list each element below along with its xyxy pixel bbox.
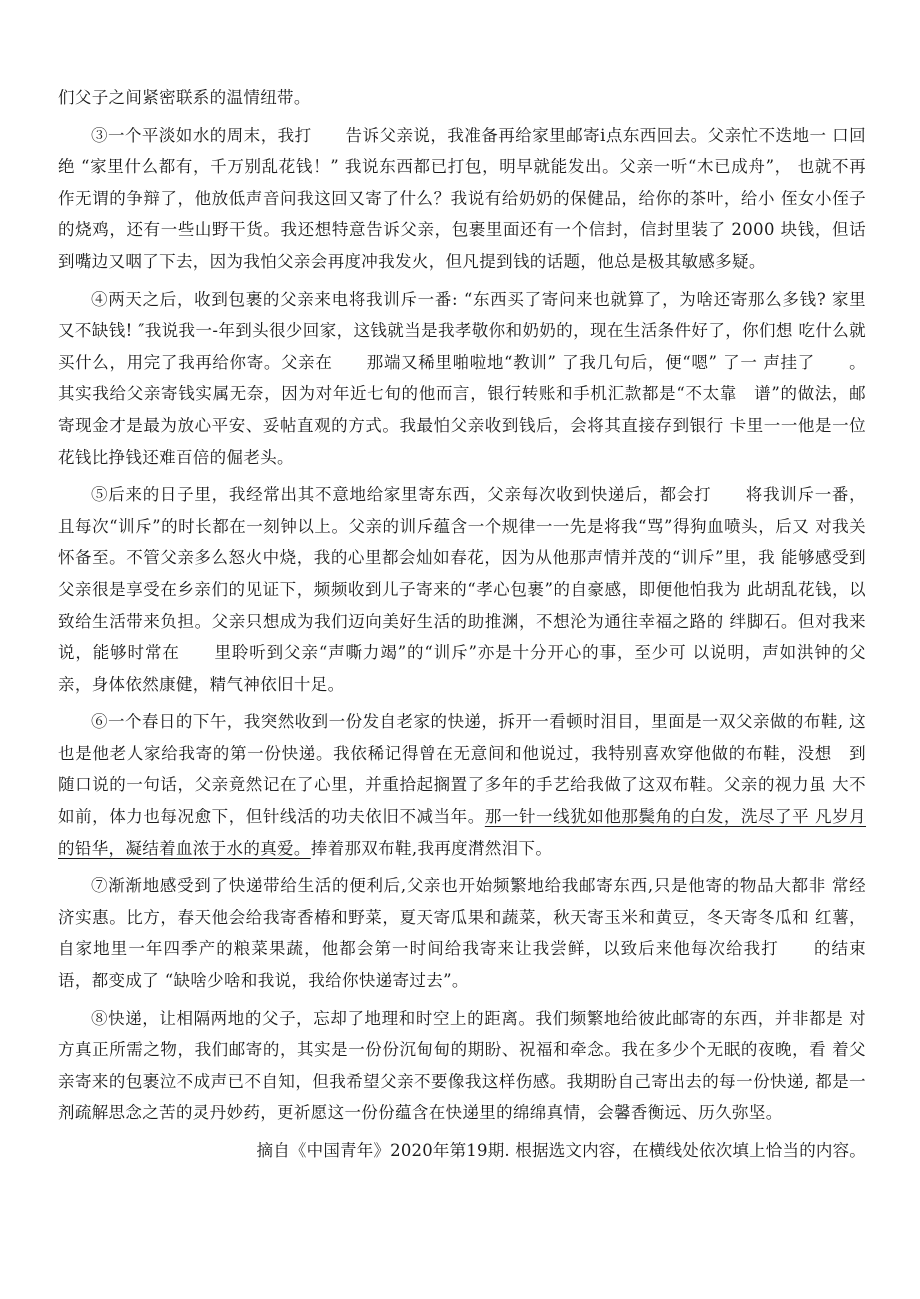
paragraph-5: ⑤后来的日子里，我经常出其不意地给家里寄东西，父亲每次收到快递后，都会打 将我训斥一番， 且每次“训斥”的时长都在一刻钟以上。父亲的训斥蕴含一个规律一一先是将我“骂”得狗血喷头，后又 对我关怀备至。不管父亲多么怒火中烧，我的心里都会灿如春花，因为从他那声情并茂的“训斥”里，我 能够感受到父亲很是享受在乡亲们的见证下，频频收到儿子寄来的“孝心包裹”的自豪感，即便他怕我为 此胡乱花钱，以致给生活带来负担。父亲只想成为我们迈向美好生活的助推渊，不想沦为通往幸福之路的 绊脚石。但对我来说，能够时常在 里聆听到父亲“声嘶力竭”的“训斥”亦是十分开心的事，至少可 以说明，声如洪钟的父亲，身体依然康健，精气神依旧十足。 xyxy=(58,485,866,694)
paragraph-6-text-before: ⑥一个春日的下午，我突然收到一份发自老家的快递，拆开一看顿时泪目，里面是一双父亲做的布鞋, 这也是他老人家给我寄的第一份快递。我依稀记得曾在无意间和他说过，我特别喜欢穿他做的布鞋，没想 到随口说的一句话，父亲竟然记在了心里，并重拾起搁置了多年的手艺给我做了这双布鞋。父亲的视力虽 大不如前，体力也每况愈下，但针线活的功夫依旧不减当年。 xyxy=(58,712,866,827)
document-page xyxy=(58,82,866,1167)
paragraph-6 xyxy=(58,706,866,864)
paragraph-8: ⑧快递，让相隔两地的父子，忘却了地理和时空上的距离。我们频繁地给彼此邮寄的东西，并非都是 对方真正所需之物，我们邮寄的，其实是一份份沉甸甸的期盼、祝福和牵念。我在多少个无眠的夜晚，看 着父亲寄来的包裹泣不成声已不自知，但我希望父亲不要像我这样伤感。我期盼自己寄出去的每一份快递, 都是一剂疏解思念之苦的灵丹妙药，更祈愿这一份份蕴含在快递里的绵绵真情，会馨香衡远、历久弥坚。 xyxy=(58,1008,866,1123)
paragraph-4: ④两天之后，收到包裹的父亲来电将我训斥一番: “东西买了寄问来也就算了，为啥还寄那么多钱? 家里又不缺钱! ″我说我一-年到头很少回家，这钱就当是我孝敬你和奶奶的，现在生活条件好了，你们想 吃什么就买什么，用完了我再给你寄。父亲在 那端又稀里啪啦地“教训” 了我几句后，便“嗯” 了一 声挂了 。其实我给父亲寄钱实属无奈，因为对年近七旬的他而言，银行转账和手机汇款都是“不太靠 谱”的做法，邮寄现金才是最为放心平安、妥帖直观的方式。我最怕父亲收到钱后，会将其直接存到银行 卡里一一他是一位花钱比挣钱还难百倍的倔老头。 xyxy=(58,289,866,467)
paragraph-3: ③一个平淡如水的周末，我打 告诉父亲说，我准备再给家里邮寄i点东西回去。父亲忙不迭地一 口回绝 “家里什么都有，千万别乱花钱！” 我说东西都已打包，明早就能发出。父亲一听“木已成舟”， 也就不再作无谓的争辩了，他放低声音问我这回又寄了什么？我说有给奶奶的保健品，给你的茶叶，给小 侄女小侄子的烧鸡，还有一些山野干货。我还想特意告诉父亲，包裹里面还有一个信封，信封里装了 2000 块钱，但话到嘴边又咽了下去，因为我怕父亲会再度冲我发火，但凡提到钱的话题，他总是极其敏感多疑。 xyxy=(58,125,866,271)
paragraph-6-underlined-sentence: 那一针一线犹如他那鬓角的白发，洗尽了平 凡岁月的铅华，凝结着血浓于水的真爱。 xyxy=(58,807,867,858)
source-note: 摘自《中国青年》2020年第19期. 根据选文内容，在横线处依次填上恰当的内容。 xyxy=(256,1141,866,1160)
paragraph-6-text-after: 捧着那双布鞋,我再度潸然泪下。 xyxy=(310,838,553,858)
paragraph-7: ⑦渐渐地感受到了快递带给生活的便利后,父亲也开始频繁地给我邮寄东西,只是他寄的物品大都非 常经济实惠。比方，春天他会给我寄香椿和野菜，夏天寄瓜果和蔬菜，秋天寄玉米和黄豆，冬天寄冬瓜和 红薯，自家地里一年四季产的粮菜果蔬，他都会第一时间给我寄来让我尝鲜，以致后来他每次给我打 的结束语，都变成了 “缺啥少啥和我说，我给你快递寄过去”。 xyxy=(58,876,866,991)
paragraph-continuation: 们父子之间紧密联系的温情纽带。 xyxy=(58,88,311,107)
